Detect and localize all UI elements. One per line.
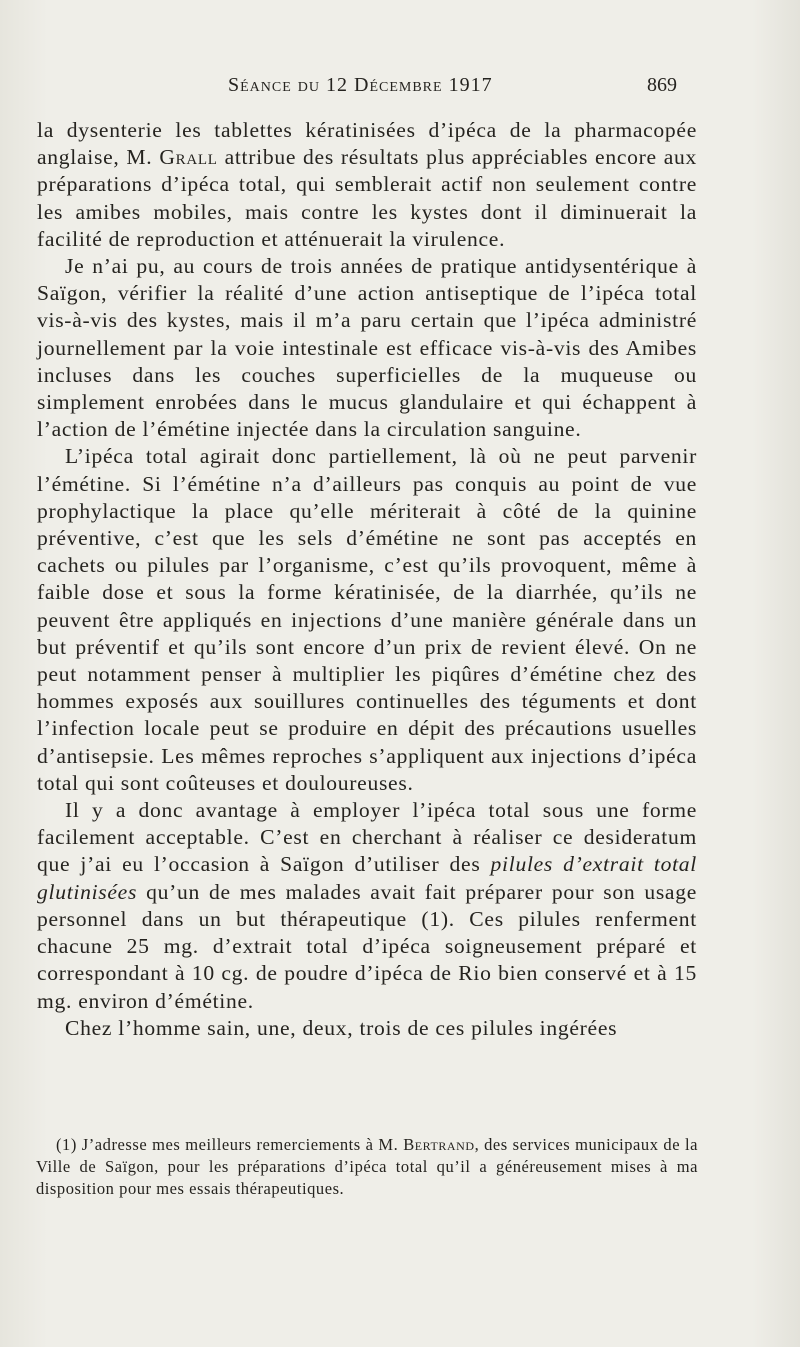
footnote-continuation: , des services municipaux de la Ville de Saïgon, pour les préparations d’ipéca total qu’il a généreusement mises à ma disposition pour mes essais thérapeutiques. <box>36 1135 698 1198</box>
paragraph-3: L’ipéca total agirait donc partiellement, là où ne peut parvenir l’émétine. Si l’émétine n’a d’ailleurs pas conquis au point de vue prophylactique la place qu’elle mériterait à côté de la quinine préventive, c’est que les sels d’émétine ne sont pas acceptés en cachets ou pilules par l’organisme, c’est qu’ils provoquent, même à faible dose et sous la forme kératinisée, de la diarrhée, qu’ils ne peuvent être appliqués en injections d’une manière générale dans un but préventif et qu’ils sont encore d’un prix de revient élevé. On ne peut notamment penser à multiplier les piqûres d’émétine chez des hommes exposés aux souillures continuelles des téguments et dont l’infection locale peut se produire en dépit des précautions usuelles d’antisepsie. Les mêmes reproches s’appliquent aux injections d’ipéca total qui sont coûteuses et douloureuses. <box>37 444 697 795</box>
paragraph-4 <box>37 797 697 1015</box>
italic-term: pilules d’extrait total glutinisées <box>37 852 697 904</box>
paragraph-5: Chez l’homme sain, une, deux, trois de ces pilules ingérées <box>65 1015 618 1040</box>
footnote <box>36 1134 698 1200</box>
running-title: Séance du 12 Décembre 1917 <box>228 74 493 96</box>
paragraph-1-text: la dysenterie les tablettes kératinisées d’ipéca de la pharmacopée anglaise, M. <box>37 118 697 170</box>
running-head <box>0 74 800 104</box>
paragraph-2: Je n’ai pu, au cours de trois années de pratique antidysentérique à Saïgon, vérifier la réalité d’une action antiseptique de l’ipéca total vis-à-vis des kystes, mais il m’a paru certain que l’ipéca administré journellement par la voie intestinale est efficace vis-à-vis des Amibes incluses dans les couches superficielles de la muqueuse ou simplement enrobées dans le mucus glandulaire et qui échappent à l’action de l’émétine injectée dans la circulation sanguine. <box>37 254 697 442</box>
paragraph-1 <box>37 117 697 253</box>
paragraph-4-text: Il y a donc avantage à employer l’ipéca total sous une forme facilement acceptable. C’est en cherchant à réaliser ce desideratum que j’ai eu l’occasion à Saïgon d’utiliser des <box>37 798 697 877</box>
paragraph-1-continuation: attribue des résultats plus appréciables encore aux préparations d’ipéca total, qui semblerait actif non seulement contre les amibes mobiles, mais contre les kystes dont il diminuerait la facilité de reproduction et atténuerait la virulence. <box>37 145 698 251</box>
page-number: 869 <box>647 74 677 96</box>
author-name-grall: Grall <box>159 145 218 170</box>
footnote-1 <box>36 1134 698 1200</box>
footnote-text: (1) J’adresse mes meilleurs remerciements à M. <box>56 1135 399 1154</box>
paragraph-4-continuation: qu’un de mes malades avait fait préparer pour son usage personnel dans un but thérapeutique (1). Ces pilules renferment chacune 25 mg. d’extrait total d’ipéca soigneusement préparé et correspondant à 10 cg. de poudre d’ipéca de Rio bien conservé et à 15 mg. environ d’émétine. <box>37 879 698 1013</box>
body-text <box>37 117 697 1042</box>
footnote-name-bertrand: Bertrand <box>403 1135 475 1154</box>
